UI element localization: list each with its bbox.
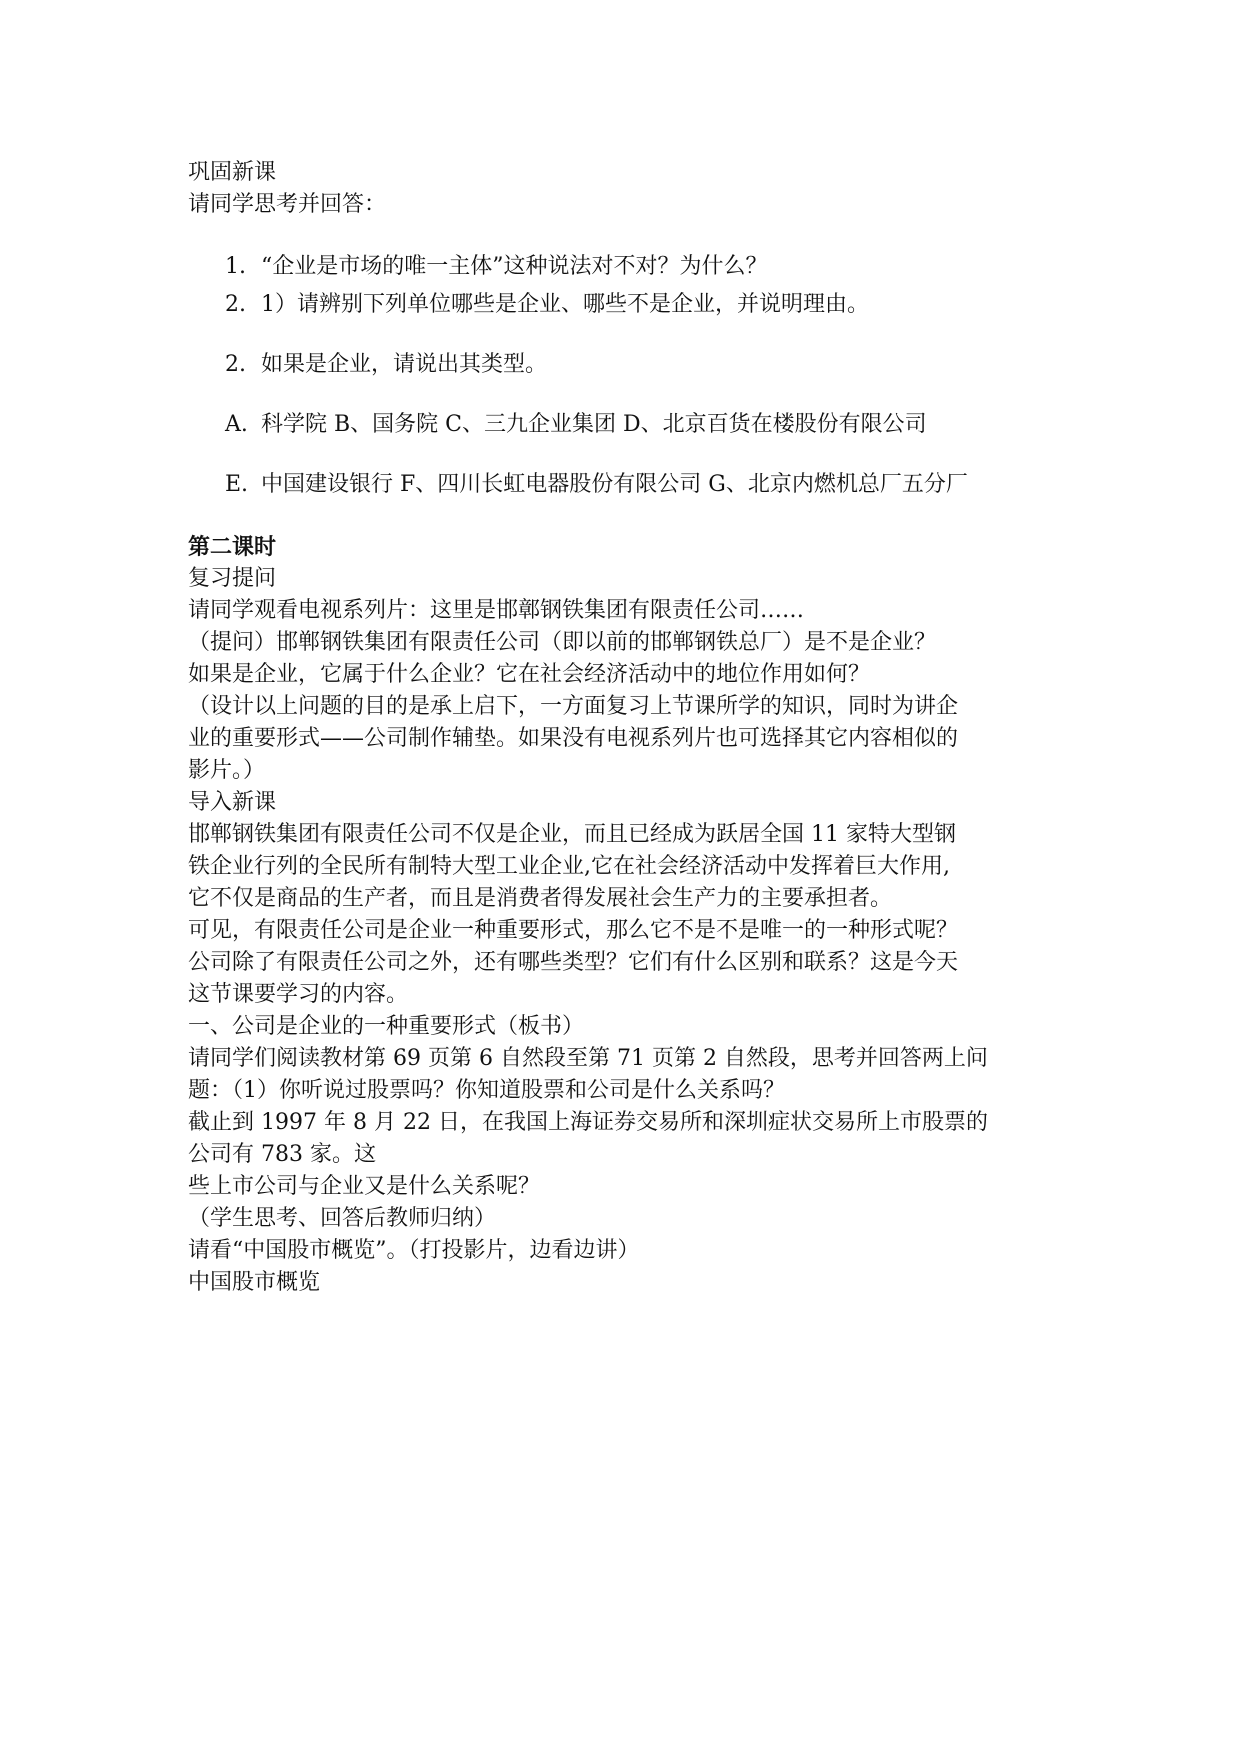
body-line: 截止到 1997 年 8 月 22 日，在我国上海证券交易所和深圳症状交易所上市股票的 <box>188 1110 988 1135</box>
body-line: 请同学观看电视系列片：这里是邯鄣钢铁集团有限责任公司…… <box>188 598 805 623</box>
body-line: 它不仅是商品的生产者，而且是消费者得发展社会生产力的主要承担者。 <box>188 886 893 911</box>
list-item-label: 1. <box>225 254 246 279</box>
body-line: 复习提问 <box>188 566 277 591</box>
body-line: 这节课要学习的内容。 <box>188 982 409 1007</box>
list-item-text: 1）请辨别下列单位哪些是企业、哪些不是企业，并说明理由。 <box>261 292 869 317</box>
list-item <box>225 410 927 440</box>
body-line: 邯郸钢铁集团有限责任公司不仅是企业，而且已经成为跃居全国 11 家特大型钢 <box>188 822 956 847</box>
section-title: 巩固新课 <box>188 160 277 185</box>
body-line: （提问）邯郸钢铁集团有限责任公司（即以前的邯郸钢铁总厂）是不是企业？ <box>188 630 937 655</box>
body-line: 业的重要形式——公司制作辅垫。如果没有电视系列片也可选择其它内容相似的 <box>188 726 959 751</box>
list-item-label: 2. <box>225 292 246 317</box>
list-item-label: A. <box>225 412 248 437</box>
list-item <box>225 470 968 500</box>
body-line: 导入新课 <box>188 790 277 815</box>
list-item-text: “企业是市场的唯一主体”这种说法对不对？为什么？ <box>261 254 768 279</box>
list-item-label: 2. <box>225 352 246 377</box>
list-item-label: E. <box>225 472 249 497</box>
list-item <box>225 290 869 320</box>
body-line: 一、公司是企业的一种重要形式（板书） <box>188 1014 585 1039</box>
body-line: 铁企业行列的全民所有制特大型工业企业,它在社会经济活动中发挥着巨大作用, <box>188 854 950 879</box>
prompt-text: 请同学思考并回答： <box>188 192 387 217</box>
body-line: 可见，有限责任公司是企业一种重要形式，那么它不是不是唯一的一种形式呢？ <box>188 918 959 943</box>
body-line: 请同学们阅读教材第 69 页第 6 自然段至第 71 页第 2 自然段，思考并回答两上问 <box>188 1046 988 1071</box>
list-item-text: 中国建设银行 F、四川长虹电器股份有限公司 G、北京内燃机总厂五分厂 <box>261 472 968 497</box>
lesson-title: 第二课时 <box>188 534 277 560</box>
list-item-text: 如果是企业，请说出其类型。 <box>261 352 548 377</box>
body-line: 题：（1）你听说过股票吗？你知道股票和公司是什么关系吗？ <box>188 1078 785 1103</box>
body-line: 些上市公司与企业又是什么关系呢？ <box>188 1174 541 1199</box>
list-item-text: 科学院 B、国务院 C、三九企业集团 D、北京百货在楼股份有限公司 <box>261 412 927 437</box>
list-item <box>225 350 547 380</box>
body-line: 公司除了有限责任公司之外，还有哪些类型？它们有什么区别和联系？这是今天 <box>188 950 959 975</box>
body-line: 如果是企业，它属于什么企业？它在社会经济活动中的地位作用如何？ <box>188 662 871 687</box>
body-line: （设计以上问题的目的是承上启下，一方面复习上节课所学的知识，同时为讲企 <box>188 694 959 719</box>
body-line: 中国股市概览 <box>188 1270 321 1295</box>
list-item <box>225 252 768 282</box>
body-line: 公司有 783 家。这 <box>188 1142 376 1167</box>
body-line: 请看“中国股市概览”。（打投影片，边看边讲） <box>188 1238 640 1263</box>
body-line: （学生思考、回答后教师归纳） <box>188 1206 497 1231</box>
body-line: 影片。） <box>188 758 266 783</box>
